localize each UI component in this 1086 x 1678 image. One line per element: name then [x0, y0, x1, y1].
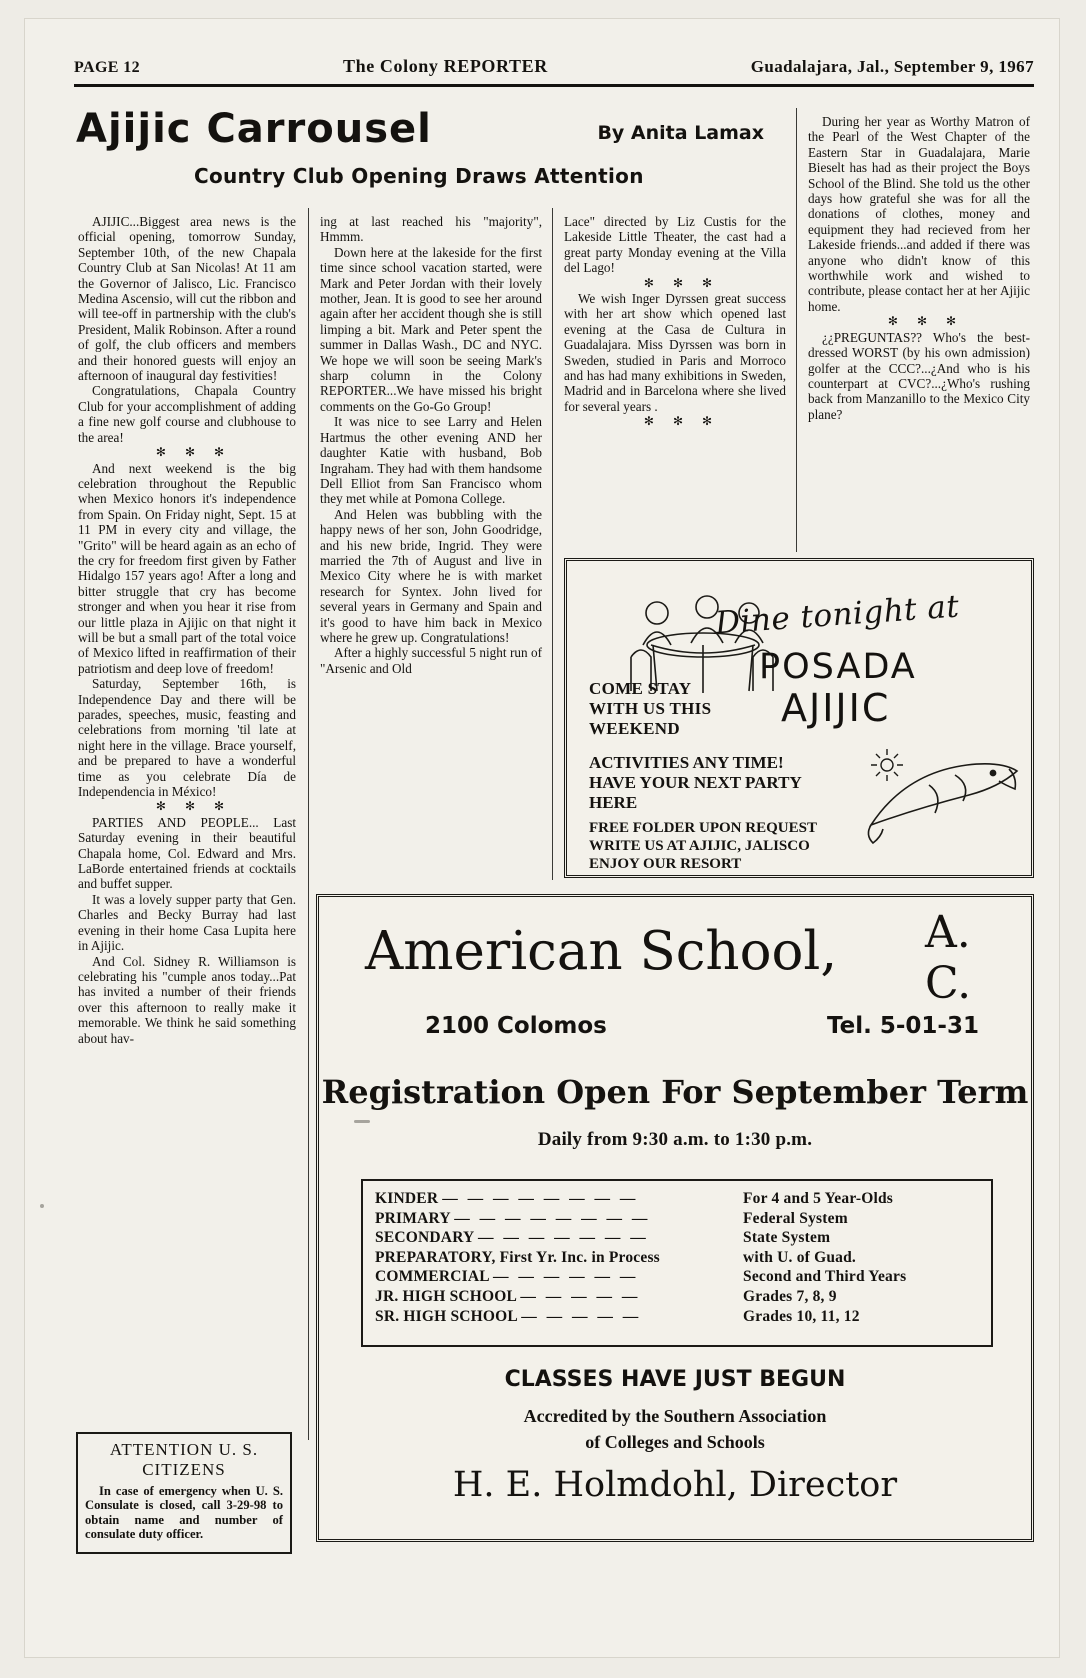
star-divider: ✻ ✻ ✻ [155, 445, 233, 460]
activities-line-3: HERE [589, 793, 638, 812]
table-row [375, 1189, 979, 1209]
star-divider: ✻ ✻ ✻ [643, 414, 721, 429]
paragraph: During her year as Worthy Matron of the Pearl of the West Chapter of the Eastern Star in Guadalajara, Marie Bieselt has had as their project the Boys School of the Blind. She told us the other days how grateful she was for all the donations of clothes, money and equipment they had recieved from her Lakeside friends...and added if there was anyone who didn't know of this worthwhile work and wished to contribute, please contact her at her Ajijic home. [808, 114, 1030, 314]
director-name: H. E. Holmdohl, Director [452, 1465, 898, 1505]
school-address: 2100 Colomos [425, 1013, 607, 1039]
fish-illustration [859, 739, 1029, 849]
attention-title-line-1: ATTENTION U. S. [109, 1440, 259, 1459]
page-sheet [24, 18, 1060, 1658]
level-description: For 4 and 5 Year-Olds [743, 1190, 894, 1207]
attention-notice-box [76, 1432, 292, 1554]
attention-title-line-2: CITIZENS [142, 1460, 226, 1479]
activities-text [589, 753, 802, 813]
paragraph: It was a lovely supper party that Gen. Charles and Becky Burray had last evening in their home Casa Lupita here in Ajijic. [78, 891, 296, 954]
paragraph: ing at last reached his "majority", Hmmm. [320, 214, 542, 245]
level-label: SECONDARY [375, 1229, 474, 1247]
american-school-ad [316, 894, 1034, 1542]
paragraph: Congratulations, Chapala Country Club for your accomplishment of adding a fine new golf course and clubhouse to the area! [78, 383, 296, 445]
level-label: PREPARATORY, First Yr. Inc. in Process [375, 1248, 660, 1266]
school-name-main: American School, [365, 921, 838, 982]
registration-hours: Daily from 9:30 a.m. to 1:30 p.m. [537, 1129, 813, 1150]
star-divider: ✻ ✻ ✻ [643, 275, 721, 290]
article-byline: By Anita Lamax [597, 122, 764, 144]
level-name [375, 1287, 743, 1307]
table-row [375, 1209, 979, 1229]
paragraph: ¿¿PREGUNTAS?? Who's the best-dressed WORST (by his own admission) golfer at the CCC?...¿And who is his counterpart at CVC?...¿Who's rushing back from Manzanillo to the Mexico City plane? [808, 329, 1030, 422]
level-name [375, 1248, 743, 1268]
masthead-rule [74, 84, 1034, 87]
paragraph: Saturday, September 16th, is Independence Day and there will be parades, speeches, music, feasting and celebrations from morning 'til late at night here in the village. Brace yourself, and be prepared to have a wonderful time as you celebrate Día de Independencia in México! [78, 676, 296, 800]
page-number: PAGE 12 [74, 59, 141, 76]
school-name [365, 907, 972, 1009]
scan-speck [40, 1204, 44, 1208]
level-description: Grades 10, 11, 12 [743, 1307, 860, 1325]
level-name [375, 1189, 743, 1209]
table-row [375, 1267, 979, 1287]
level-dashes: — — — — — — — [477, 1229, 649, 1247]
stay-line-1: COME STAY [589, 679, 692, 698]
article-column-1 [78, 214, 296, 1046]
folder-line-3: ENJOY OUR RESORT [589, 856, 742, 872]
paragraph: PARTIES AND PEOPLE... Last Saturday evening in their beautiful Chapala home, Col. Edward and Mrs. LaBorde entertained friends at cocktails and buffet supper. [78, 814, 296, 892]
level-name [375, 1228, 743, 1248]
accreditation-line-2: of Colleges and Schools [585, 1432, 765, 1452]
table-row [375, 1287, 979, 1307]
column-divider-2 [552, 208, 553, 880]
level-label: PRIMARY [375, 1209, 451, 1227]
brand-line-ajijic: AJIJIC [781, 686, 891, 730]
paragraph: Lace" directed by Liz Custis for the Lakeside Little Theater, the cast had a great party Monday evening at the Villa del Lago! [564, 214, 786, 276]
level-description: Federal System [743, 1209, 848, 1227]
level-name [375, 1307, 743, 1327]
registration-headline: Registration Open For September Term [321, 1073, 1029, 1111]
stay-line-3: WEEKEND [589, 719, 680, 738]
column-divider-1 [308, 208, 309, 1440]
article-column-2 [320, 214, 542, 676]
level-description: Second and Third Years [743, 1268, 907, 1286]
column-divider-3 [796, 108, 797, 552]
level-description: with U. of Guad. [743, 1248, 857, 1266]
posada-ajijic-ad [564, 558, 1034, 878]
paragraph: We wish Inger Dyrssen great success with her art show which opened last evening at the Casa de Cultura in Guadalajara. Miss Dyrssen was born in Sweden, studied in Paris and Morroco and has had many exhibitions in Sweden, Madrid and in Barcelona where she lived for several years . [564, 291, 786, 414]
level-name [375, 1267, 743, 1287]
attention-body: In case of emergency when U. S. Consulate is closed, call 3-29-98 to obtain name and number of consulate duty officer. [85, 1484, 283, 1542]
article-column-4 [808, 114, 1030, 422]
classes-begun-text: CLASSES HAVE JUST BEGUN [504, 1367, 846, 1392]
brand-line-posada: POSADA [759, 647, 917, 687]
star-divider: ✻ ✻ ✻ [155, 799, 233, 814]
level-name [375, 1209, 743, 1229]
level-label: SR. HIGH SCHOOL [375, 1307, 518, 1325]
accreditation-text [319, 1403, 1031, 1455]
table-row [375, 1307, 979, 1327]
star-divider: ✻ ✻ ✻ [887, 314, 965, 329]
level-label: COMMERCIAL [375, 1268, 489, 1286]
paragraph: And Helen was bubbling with the happy news of her son, John Goodridge, and his new bride, Ingrid. They were married the 7th of August and live in Mexico City where he is with market research for Syntex. John lived for several years in Germany and Spain and it's good to have him back in Mexico where he grew up. Congratulations! [320, 506, 542, 645]
level-description: State System [743, 1229, 831, 1247]
accreditation-line-1: Accredited by the Southern Association [523, 1406, 827, 1426]
school-telephone: Tel. 5-01-31 [827, 1013, 979, 1039]
free-folder-text [589, 819, 817, 873]
paragraph: Down here at the lakeside for the first time since school vacation started, were Mark and Peter Jordan with their lovely mother, Jean. It is good to see her around again after her accident though she is still limping a bit. Mark and Peter spent the summer in Dallas Wash., DC and NYC. We hope we will soon be seeing Mark's sharp column in the Colony REPORTER...We have missed his bright comments on the Go-Go Group! [320, 244, 542, 414]
scan-speck [354, 1120, 370, 1123]
level-dashes: — — — — — — — — [454, 1209, 651, 1227]
article-headline: Ajijic Carrousel [76, 106, 432, 152]
activities-line-1: ACTIVITIES ANY TIME! [589, 753, 784, 772]
dine-tonight-script: Dine tonight at [714, 588, 961, 642]
masthead [74, 56, 1034, 77]
activities-line-2: HAVE YOUR NEXT PARTY [589, 773, 802, 792]
paragraph: It was nice to see Larry and Helen Hartmus the other evening AND her daughter Katie with husband, Bob Ingraham. They had with them handsome Dell Elliot from San Francisco whom they met while at Pomona College. [320, 414, 542, 507]
issue-date: Guadalajara, Jal., September 9, 1967 [750, 57, 1034, 76]
level-label: KINDER [375, 1190, 439, 1207]
article-column-3 [564, 214, 786, 430]
paragraph: And Col. Sidney R. Williamson is celebrating his "cumple anos today...Pat has invited a number of their friends over this afternoon to really make it memorable. We think he said something about hav- [78, 953, 296, 1046]
stay-line-2: WITH US THIS [589, 699, 712, 718]
paragraph: After a highly successful 5 night run of "Arsenic and Old [320, 645, 542, 676]
table-row [375, 1248, 979, 1268]
table-row [375, 1228, 979, 1248]
article-subhead: Country Club Opening Draws Attention [194, 164, 644, 188]
level-dashes: — — — — — [520, 1287, 641, 1305]
level-dashes: — — — — — [521, 1307, 642, 1325]
posada-brand [759, 647, 917, 729]
level-dashes: — — — — — — — — [442, 1190, 639, 1207]
folder-line-1: FREE FOLDER UPON REQUEST [589, 820, 817, 836]
newspaper-title: The Colony REPORTER [343, 56, 548, 76]
school-levels-table [361, 1179, 993, 1347]
level-dashes: — — — — — — [493, 1268, 639, 1286]
paragraph: And next weekend is the big celebration throughout the Republic when Mexico honors it's independence from Spain. On Friday night, Sept. 15 at 11 PM in every city and village, the "Grito" will be heard again as an echo of the cry for freedom first given by Father Hidalgo 157 years ago! After a long and bitter struggle that cry has become stronger and when you hear it rise from our little plaza in Ajijic on that night it will be but a small part of the total voice of Mexico lifted in reaffirmation of their patriotism and deep love of freedom! [78, 460, 296, 676]
paragraph: AJIJIC...Biggest area news is the official opening, tomorrow Sunday, September 10th, of the new Chapala Country Club at San Nicolas! At 11 am the Governor of Jalisco, Lic. Francisco Medina Ascensio, will cut the ribbon and will tee-off in partnership with the club's President, Malik Robinson. After a round of golf, the club officers and members and their honored guests will enjoy an afternoon of inaugural day festivities! [78, 214, 296, 384]
school-name-suffix: A. C. [925, 907, 972, 1009]
folder-line-2: WRITE US AT AJIJIC, JALISCO [589, 838, 810, 854]
level-description: Grades 7, 8, 9 [743, 1287, 837, 1305]
come-stay-text [589, 679, 711, 739]
level-label: JR. HIGH SCHOOL [375, 1287, 517, 1305]
